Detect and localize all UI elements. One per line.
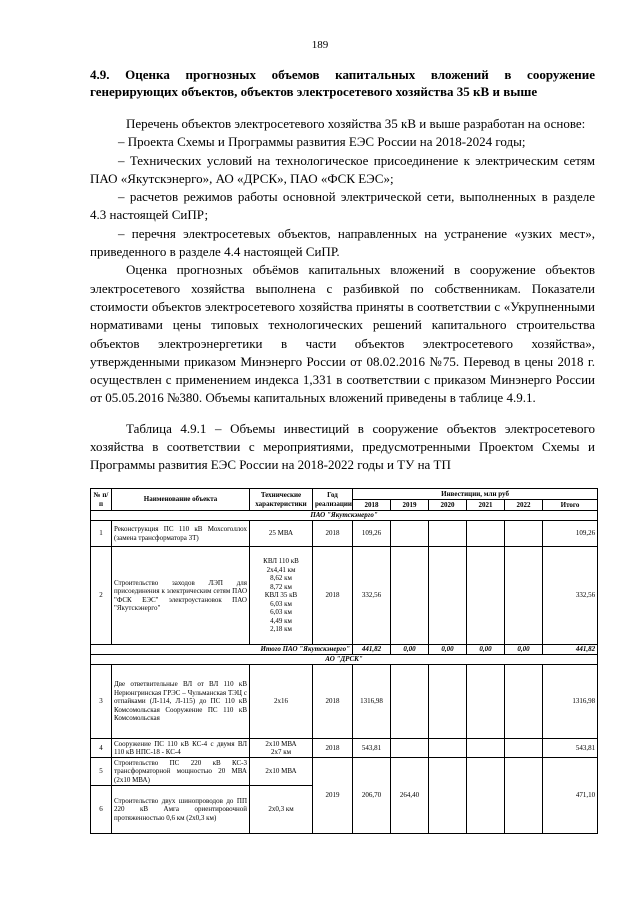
cell-num: 1 bbox=[91, 521, 112, 547]
spec-line: 6,03 км bbox=[270, 608, 292, 617]
cell-2021-merged bbox=[467, 758, 505, 834]
cell-2020 bbox=[429, 739, 467, 758]
list-item: – расчетов режимов работы основной электрической сети, выполненных в разделе 4.3 настоящей СиПР; bbox=[90, 189, 595, 223]
cell-2019-merged: 264,40 bbox=[391, 758, 429, 834]
cell-2022 bbox=[505, 547, 543, 645]
cell-specs bbox=[250, 739, 313, 758]
cell-2018: 543,81 bbox=[353, 739, 391, 758]
cell-2022 bbox=[505, 521, 543, 547]
cell-2020-merged bbox=[429, 758, 467, 834]
cell-2018-merged: 206,70 bbox=[353, 758, 391, 834]
cell-name: Строительство заходов ЛЭП для присоединения к электрическим сетям ПАО "ФСК ЕЭС" электроустановок ПАО "Якутскэнерго" bbox=[112, 547, 250, 645]
subtotal-2018: 441,82 bbox=[353, 645, 391, 655]
cell-total: 543,81 bbox=[543, 739, 598, 758]
spec-line: 8,62 км bbox=[270, 574, 292, 583]
cell-year: 2018 bbox=[313, 521, 353, 547]
page-number: 189 bbox=[311, 39, 329, 51]
investment-table bbox=[90, 488, 598, 834]
cell-total: 109,26 bbox=[543, 521, 598, 547]
cell-year: 2018 bbox=[313, 739, 353, 758]
intro-paragraph: Перечень объектов электросетевого хозяйства 35 кВ и выше разработан на основе: bbox=[126, 116, 586, 131]
header-2019: 2019 bbox=[391, 500, 429, 511]
cell-2021 bbox=[467, 521, 505, 547]
header-year: Год реализации bbox=[313, 489, 353, 511]
subtotal-2021: 0,00 bbox=[467, 645, 505, 655]
table-row bbox=[91, 665, 598, 739]
table-row bbox=[91, 758, 598, 786]
assessment-paragraph: Оценка прогнозных объёмов капитальных вложений в сооружение объектов электросетевого хозяйства выполнена с разбивкой по собственникам. Показатели стоимости объектов электросетевого хозяйства приняты в соответствии с «Укрупненными нормативами цены типовых технологических решений капитального строительства объектов электроэнергетики в части объектов электросетевого хозяйства», утвержденными приказом Минэнерго России от 08.02.2016 №75. Перевод в цены 2018 г. осуществлен с применением индекса 1,331 в соответствии с приказом Минэнерго России от 05.05.2016 №380. Объемы капитальных вложений приведены в таблице 4.9.1. bbox=[90, 262, 595, 406]
header-num: № п/п bbox=[91, 489, 112, 511]
header-2021: 2021 bbox=[467, 500, 505, 511]
header-specs: Технические характеристики bbox=[250, 489, 313, 511]
header-name: Наименование объекта bbox=[112, 489, 250, 511]
cell-name: Две ответвительные ВЛ от ВЛ 110 кВ Нерюнгринская ГРЭС – Чульманская ТЭЦ с отпайками (Л-114, Л-115) до ПС 110 кВ Комсомольская Сооружение ПС 110 кВ Комсомольская bbox=[112, 665, 250, 739]
body-text bbox=[90, 115, 595, 408]
spec-line: 6,03 км bbox=[270, 599, 292, 608]
cell-num: 3 bbox=[91, 665, 112, 739]
header-total: Итого bbox=[543, 500, 598, 511]
subtotal-2020: 0,00 bbox=[429, 645, 467, 655]
spec-line: КВЛ 35 кВ bbox=[264, 591, 298, 600]
cell-specs: 2х16 bbox=[250, 665, 313, 739]
cell-2019 bbox=[391, 665, 429, 739]
cell-2021 bbox=[467, 665, 505, 739]
cell-2019 bbox=[391, 547, 429, 645]
header-2018: 2018 bbox=[353, 500, 391, 511]
cell-2018: 332,56 bbox=[353, 547, 391, 645]
investment-table-wrapper bbox=[90, 488, 597, 834]
list-item: – Проекта Схемы и Программы развития ЕЭС России на 2018-2024 годы; bbox=[118, 134, 526, 150]
cell-2020 bbox=[429, 547, 467, 645]
cell-specs: 2х0,3 км bbox=[250, 786, 313, 834]
cell-2018: 109,26 bbox=[353, 521, 391, 547]
spec-line: 4,49 км bbox=[270, 616, 292, 625]
cell-year: 2018 bbox=[313, 665, 353, 739]
header-2020: 2020 bbox=[429, 500, 467, 511]
section-row-yakutskenergo: ПАО "Якутскэнерго" bbox=[91, 511, 598, 521]
cell-year-merged: 2019 bbox=[313, 758, 353, 834]
cell-total: 1316,98 bbox=[543, 665, 598, 739]
section-heading: 4.9. Оценка прогнозных объемов капитальных вложений в сооружение генерирующих объектов, объектов электросетевого хозяйства 35 кВ и выше bbox=[90, 67, 595, 99]
cell-2020 bbox=[429, 521, 467, 547]
header-2022: 2022 bbox=[505, 500, 543, 511]
spec-line: 2х10 МВА bbox=[265, 739, 297, 748]
cell-2021 bbox=[467, 547, 505, 645]
cell-2019 bbox=[391, 521, 429, 547]
cell-2022 bbox=[505, 739, 543, 758]
spec-line: КВЛ 110 кВ bbox=[263, 557, 299, 566]
section-row-drsk: АО "ДРСК" bbox=[91, 655, 598, 665]
table-row bbox=[91, 521, 598, 547]
cell-name: Сооружение ПС 110 кВ КС-4 с двумя ВЛ 110 кВ НПС-18 - КС-4 bbox=[112, 739, 250, 758]
spec-line: 2х4,41 км bbox=[266, 565, 296, 574]
cell-2018: 1316,98 bbox=[353, 665, 391, 739]
header-investments: Инвестиции, млн руб bbox=[353, 489, 598, 500]
cell-2021 bbox=[467, 739, 505, 758]
cell-name: Реконструкция ПС 110 кВ Мохсоголлох (замена трансформатора 3Т) bbox=[112, 521, 250, 547]
cell-total-merged: 471,10 bbox=[543, 758, 598, 834]
list-item: – перечня электросетевых объектов, направленных на устранение «узких мест», приведенного в разделе 4.4 настоящей СиПР. bbox=[90, 225, 595, 260]
cell-2019 bbox=[391, 739, 429, 758]
cell-num: 2 bbox=[91, 547, 112, 645]
spec-line: 8,72 км bbox=[270, 582, 292, 591]
cell-specs bbox=[250, 547, 313, 645]
spec-line: 2х7 км bbox=[270, 748, 292, 756]
cell-name: Строительство ПС 220 кВ КС-3 трансформаторной мощностью 20 МВА (2х10 МВА) bbox=[112, 758, 250, 786]
subtotal-row bbox=[91, 645, 598, 655]
cell-total: 332,56 bbox=[543, 547, 598, 645]
cell-num: 6 bbox=[91, 786, 112, 834]
table-row bbox=[91, 547, 598, 645]
table-caption: Таблица 4.9.1 – Объемы инвестиций в сооружение объектов электросетевого хозяйства в соответствии с мероприятиями, предусмотренными Проектом Схемы и Программы развития ЕЭС России на 2018-2022 годы и ТУ на ТП bbox=[90, 421, 595, 472]
cell-specs: 25 МВА bbox=[250, 521, 313, 547]
cell-year: 2018 bbox=[313, 547, 353, 645]
cell-2022 bbox=[505, 665, 543, 739]
cell-num: 4 bbox=[91, 739, 112, 758]
subtotal-total: 441,82 bbox=[543, 645, 598, 655]
cell-2020 bbox=[429, 665, 467, 739]
list-item: – Технических условий на технологическое присоединение к электрическим сетям ПАО «Якутскэнерго», АО «ДРСК», ПАО «ФСК ЕЭС»; bbox=[90, 152, 595, 186]
cell-num: 5 bbox=[91, 758, 112, 786]
cell-2022-merged bbox=[505, 758, 543, 834]
cell-specs: 2х10 МВА bbox=[250, 758, 313, 786]
subtotal-label: Итого ПАО "Якутскэнерго" bbox=[91, 645, 353, 655]
subtotal-2019: 0,00 bbox=[391, 645, 429, 655]
subtotal-2022: 0,00 bbox=[505, 645, 543, 655]
table-row bbox=[91, 739, 598, 758]
cell-name: Строительство двух шинопроводов до ПП 220 кВ Амга ориентировочной протяженностью 0,6 км (2х0,3 км) bbox=[112, 786, 250, 834]
spec-line: 2,18 км bbox=[270, 625, 292, 634]
